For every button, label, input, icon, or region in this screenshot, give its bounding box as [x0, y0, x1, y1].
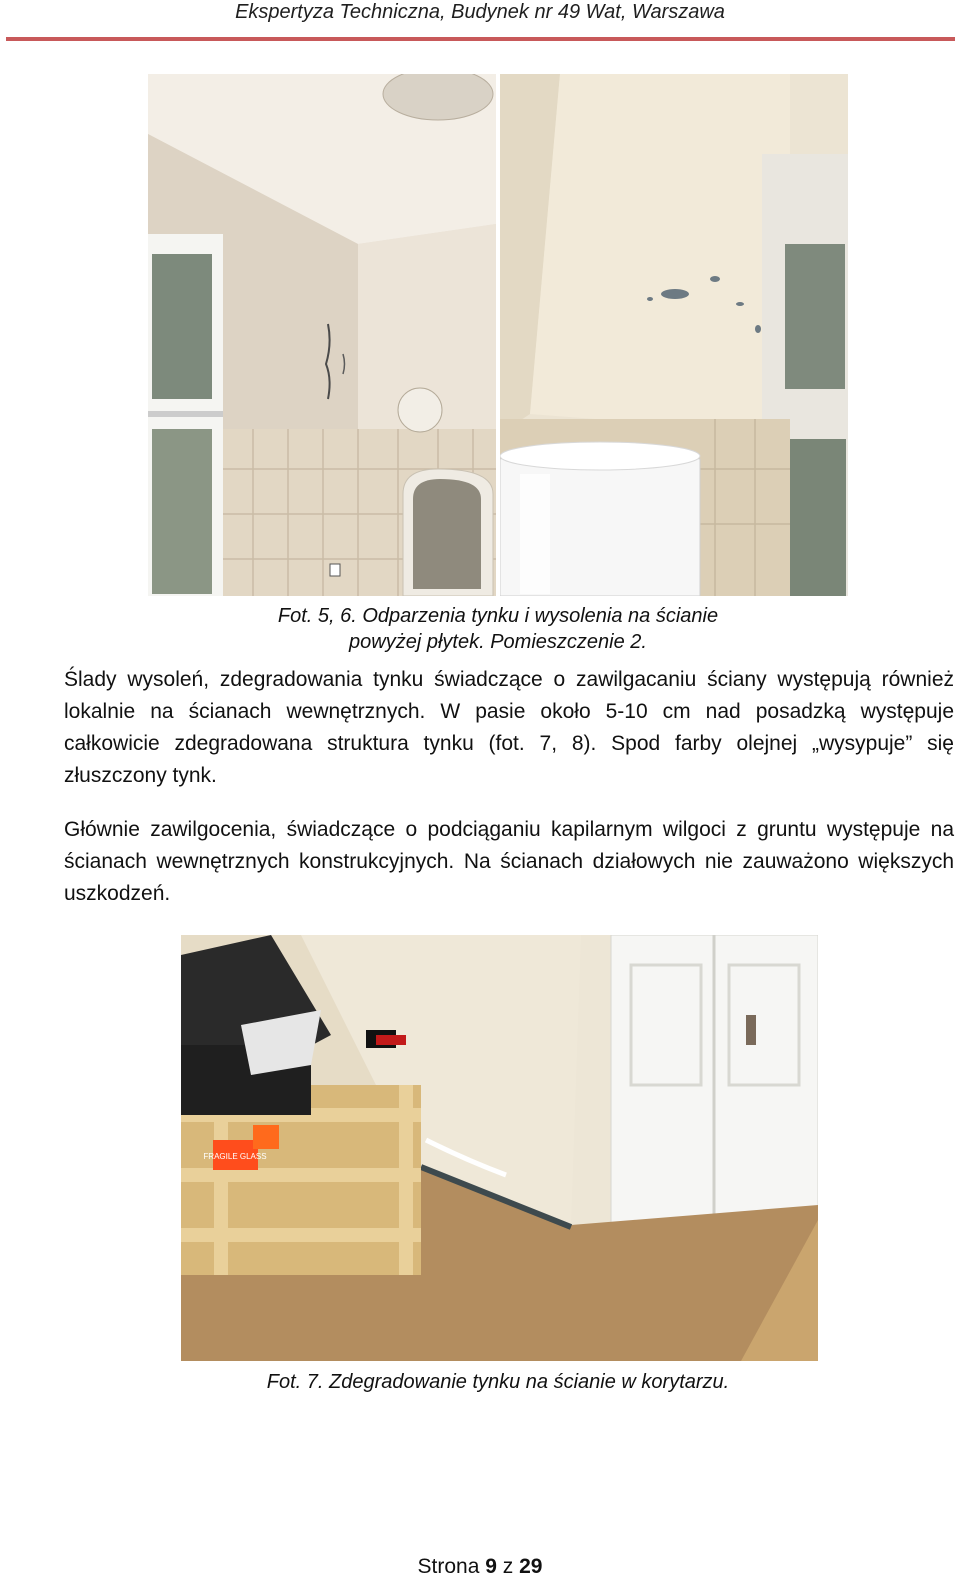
photo-7-corridor: [181, 935, 818, 1361]
page-footer: [0, 1555, 960, 1579]
footer-prefix: Strona: [417, 1555, 480, 1578]
footer-separator: z: [502, 1555, 514, 1578]
footer-total-pages: 29: [519, 1555, 543, 1578]
photo-6-wall-boiler: [500, 74, 848, 596]
caption-line: Fot. 7. Zdegradowanie tynku na ścianie w korytarzu.: [266, 1371, 730, 1393]
running-header: [0, 0, 960, 24]
footer-page-number: 9: [485, 1555, 497, 1578]
paragraph-1: Ślady wysoleń, zdegradowania tynku świadczące o zawilgacaniu ściany występują również lokalnie na ścianach wewnętrznych. W pasie około 5-10 cm nad posadzką występuje całkowicie zdegradowana struktura tynku (fot. 7, 8). Spod farby olejnej „wysypuje” się złuszczony tynk.: [64, 668, 954, 787]
photo-5-bathroom-wall: [148, 74, 496, 596]
header-title: Ekspertyza Techniczna, Budynek nr 49 Wat, Warszawa: [235, 1, 725, 23]
paragraph-2: Głównie zawilgocenia, świadczące o podciąganiu kapilarnym wilgoci z gruntu występuje na ścianach wewnętrznych konstrukcyjnych. Na ścianach działowych nie zauważono większych uszkodzeń.: [64, 818, 954, 905]
caption-line-1: Fot. 5, 6. Odparzenia tynku i wysolenia na ścianie: [277, 605, 719, 627]
caption-line-2: powyżej płytek. Pomieszczenie 2.: [349, 631, 647, 653]
figure-5-6-caption: [150, 603, 846, 655]
header-rule: [6, 37, 955, 41]
crate-label-text: FRAGILE GLASS: [203, 1152, 267, 1161]
figure-7-caption: [150, 1369, 846, 1395]
